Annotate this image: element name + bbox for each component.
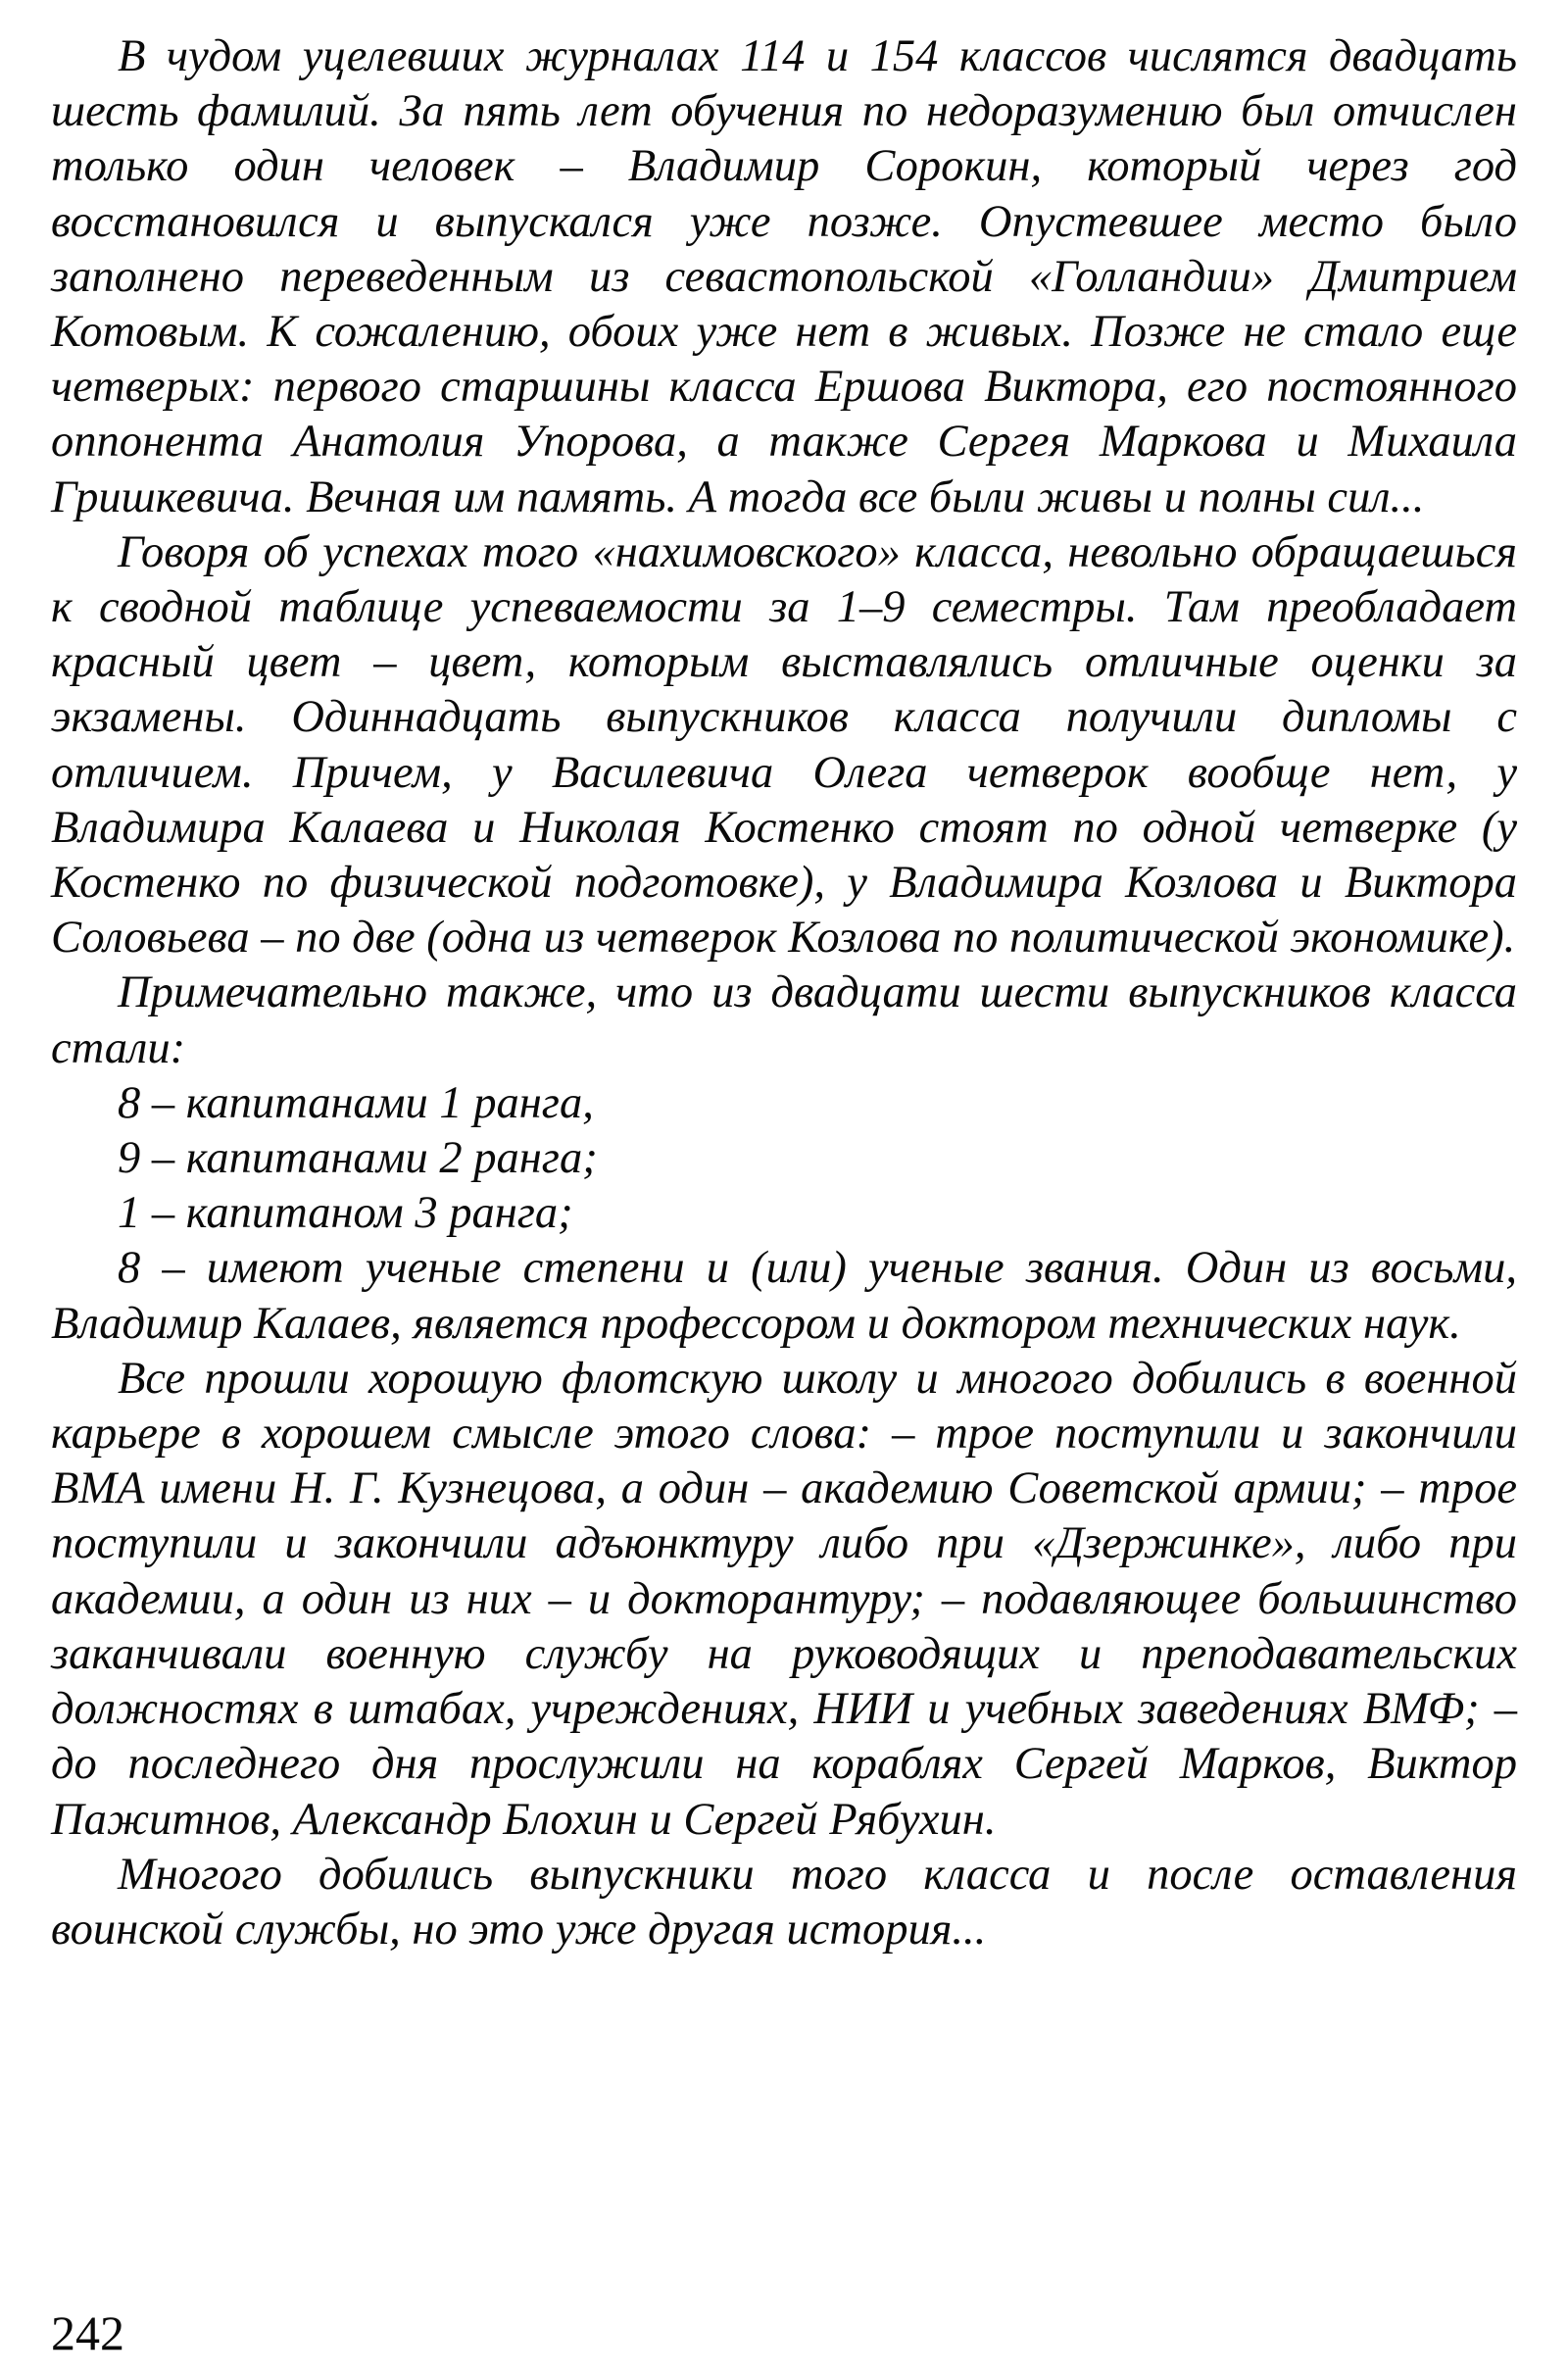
paragraph-graduates-became: Примечательно также, что из двадцати шести выпускников класса стали: bbox=[51, 967, 1517, 1073]
paragraph-another-story: Многого добились выпускники того класса и после оставления воинской службы, но это уже другая история... bbox=[51, 1849, 1517, 1955]
list-item-academic-degrees: 8 – имеют ученые степени и (или) ученые звания. Один из восьми, Владимир Калаев, является профессором и доктором технических наук. bbox=[51, 1243, 1517, 1349]
list-item-captains-1st-rank: 8 – капитанами 1 ранга, bbox=[118, 1077, 594, 1128]
list-item-captains-2nd-rank: 9 – капитанами 2 ранга; bbox=[118, 1133, 598, 1184]
paragraph-naval-school: Все прошли хорошую флотскую школу и многого добились в военной карьере в хорошем смысле этого слова: – трое поступили и закончили ВМА имени Н. Г. Кузнецова, а один – академию Советской армии; – трое поступили и закончили адъюнктуру либо при «Дзержинке», либо при академии, а один из них – и докторантуру; – подавляющее большинство заканчивали военную службу на руководящих и преподавательских должностях в штабах, учреждениях, НИИ и учебных заведениях ВМФ; – до последнего дня прослужили на кораблях Сергей Марков, Виктор Пажитнов, Александр Блохин и Сергей Рябухин. bbox=[51, 1353, 1517, 1845]
page-number: 242 bbox=[51, 2305, 124, 2360]
book-page-text bbox=[51, 29, 1517, 1957]
paragraph-class-journals: В чудом уцелевших журналах 114 и 154 классов числятся двадцать шесть фамилий. За пять лет обучения по недоразумению был отчислен только один человек – Владимир Сорокин, который через год восстановился и выпускался уже позже. Опустевшее место было заполнено переведенным из севастопольской «Голландии» Дмитрием Котовым. К сожалению, обоих уже нет в живых. Позже не стало еще четверых: первого старшины класса Ершова Виктора, его постоянного оппонента Анатолия Упорова, а также Сергея Маркова и Михаила Гришкевича. Вечная им память. А тогда все были живы и полны сил... bbox=[51, 31, 1517, 522]
ranks-list bbox=[51, 1076, 1517, 1352]
list-item-captain-3rd-rank: 1 – капитаном 3 ранга; bbox=[118, 1188, 573, 1239]
paragraph-academic-success: Говоря об успехах того «нахимовского» класса, невольно обращаешься к сводной таблице успеваемости за 1–9 семестры. Там преобладает красный цвет – цвет, которым выставлялись отличные оценки за экзамены. Одиннадцать выпускников класса получили дипломы с отличием. Причем, у Василевича Олега четверок вообще нет, у Владимира Калаева и Николая Костенко стоят по одной четверке (у Костенко по физической подготовке), у Владимира Козлова и Виктора Соловьева – по две (одна из четверок Козлова по политической экономике). bbox=[51, 526, 1517, 964]
